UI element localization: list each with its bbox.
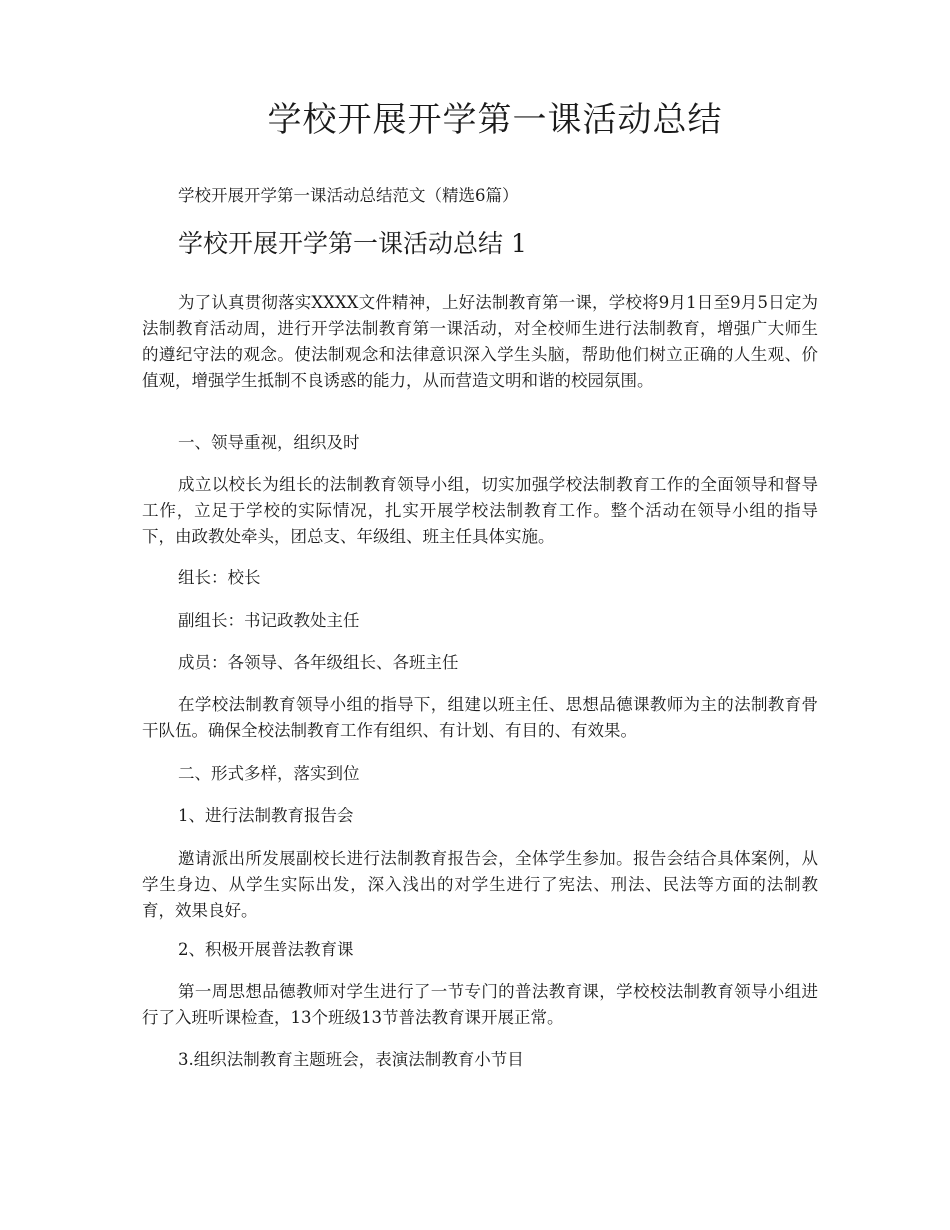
line-deputy-leader: 副组长：书记政教处主任 <box>178 611 360 630</box>
paragraph-backbone-team: 在学校法制教育领导小组的指导下，组建以班主任、思想品德课教师为主的法制教育骨干队伍。确保全校法制教育工作有组织、有计划、有目的、有效果。 <box>142 695 818 740</box>
heading-forms: 二、形式多样，落实到位 <box>178 764 360 783</box>
line-group-leader: 组长：校长 <box>178 568 261 587</box>
paragraph-report-meeting: 邀请派出所发展副校长进行法制教育报告会，全体学生参加。报告会结合具体案例，从学生身边、从学生实际出发，深入浅出的对学生进行了宪法、刑法、民法等方面的法制教育，效果良好。 <box>142 849 818 920</box>
section-heading: 学校开展开学第一课活动总结 1 <box>178 229 527 258</box>
paragraph-leadership-group: 成立以校长为组长的法制教育领导小组，切实加强学校法制教育工作的全面领导和督导工作，立足于学校的实际情况，扎实开展学校法制教育工作。整个活动在领导小组的指导下，由政教处牵头，团总支、年级组、班主任具体实施。 <box>142 475 818 546</box>
item-report-meeting: 1、进行法制教育报告会 <box>178 806 354 825</box>
line-members: 成员：各领导、各年级组长、各班主任 <box>178 653 459 672</box>
document-subtitle: 学校开展开学第一课活动总结范文（精选6篇） <box>178 186 519 205</box>
item-theme-meeting: 3.组织法制教育主题班会，表演法制教育小节目 <box>178 1050 524 1069</box>
heading-leadership: 一、领导重视，组织及时 <box>178 433 360 452</box>
document-title: 学校开展开学第一课活动总结 <box>267 100 723 140</box>
paragraph-law-class: 第一周思想品德教师对学生进行了一节专门的普法教育课，学校校法制教育领导小组进行了入班听课检查，13个班级13节普法教育课开展正常。 <box>142 982 818 1027</box>
item-law-class: 2、积极开展普法教育课 <box>178 940 354 959</box>
paragraph-intro: 为了认真贯彻落实XXXX文件精神，上好法制教育第一课，学校将9月1日至9月5日定为法制教育活动周，进行开学法制教育第一课活动，对全校师生进行法制教育，增强广大师生的遵纪守法的观念。使法制观念和法律意识深入学生头脑，帮助他们树立正确的人生观、价值观，增强学生抵制不良诱惑的能力，从而营造文明和谐的校园氛围。 <box>142 293 818 390</box>
